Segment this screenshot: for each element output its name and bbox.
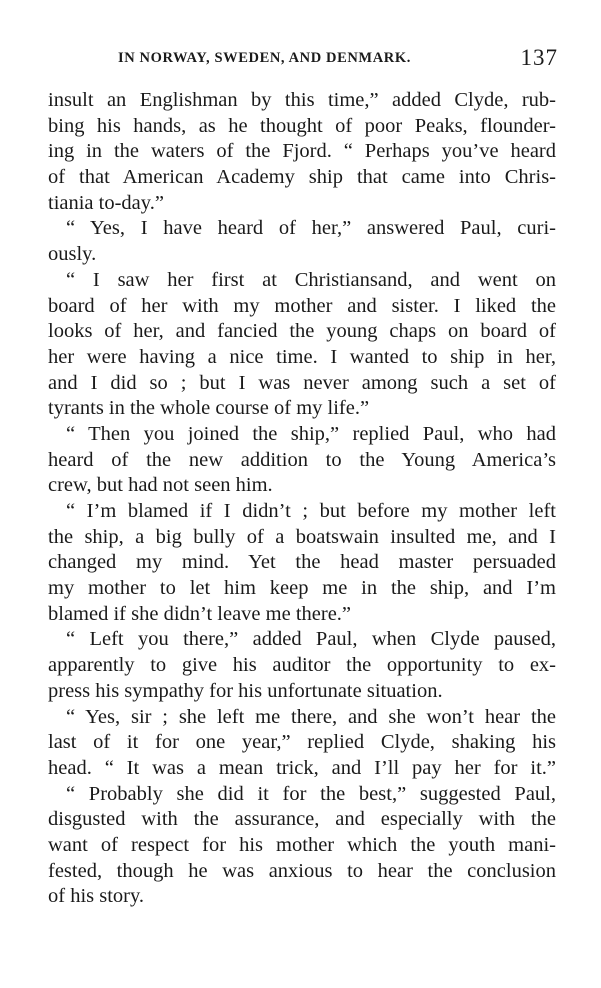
text-line: head. “ It was a mean trick, and I’ll pay her for it.” [48,756,556,779]
text-line: ously. [48,243,97,266]
text-line: “ Left you there,” added Paul, when Clyde paused, [66,628,556,651]
text-line: “ Yes, sir ; she left me there, and she won’t hear the [66,705,556,728]
text-line: board of her with my mother and sister. I liked the [48,294,556,317]
text-line: looks of her, and fancied the young chaps on board of [48,320,556,343]
text-line: “ Then you joined the ship,” replied Paul, who had [66,422,556,445]
text-line: insult an Englishman by this time,” added Clyde, rub- [48,89,556,111]
text-line: “ I saw her first at Christiansand, and went on [66,268,556,291]
text-line: heard of the new addition to the Young America’s [48,448,556,471]
text-line: disgusted with the assurance, and especially with the [48,808,556,831]
text-line: of that American Academy ship that came into Chris- [48,166,556,189]
text-line: press his sympathy for his unfortunate situation. [48,679,443,702]
text-line: want of respect for his mother which the youth mani- [48,833,556,856]
text-line: tiania to-day.” [48,191,164,214]
text-line: changed my mind. Yet the head master persuaded [48,551,556,574]
text-line: of his story. [48,885,145,908]
text-line: the ship, a big bully of a boatswain insulted me, and I [48,525,556,548]
text-line: bing his hands, as he thought of poor Peaks, flounder- [48,114,556,137]
text-line: “ Yes, I have heard of her,” answered Paul, curi- [66,217,556,240]
body-text [48,88,556,910]
text-line: blamed if she didn’t leave me there.” [48,602,352,625]
text-line: and I did so ; but I was never among such a set of [48,371,556,394]
text-line: “ I’m blamed if I didn’t ; but before my mother left [66,500,556,522]
text-line: “ Probably she did it for the best,” suggested Paul, [66,782,556,805]
text-line: fested, though he was anxious to hear the conclusion [48,859,556,882]
text-line: crew, but had not seen him. [48,474,273,497]
running-head [118,45,558,72]
text-line: last of it for one year,” replied Clyde, shaking his [48,731,556,754]
running-title: IN NORWAY, SWEDEN, AND DENMARK. [118,50,411,66]
text-line: my mother to let him keep me in the ship, and I’m [48,577,556,600]
text-line: her were having a nice time. I wanted to ship in her, [48,345,556,368]
text-line: tyrants in the whole course of my life.” [48,397,370,420]
text-line: apparently to give his auditor the opportunity to ex- [48,654,556,677]
text-line: ing in the waters of the Fjord. “ Perhaps you’ve heard [48,140,556,163]
page-number: 137 [520,45,558,70]
